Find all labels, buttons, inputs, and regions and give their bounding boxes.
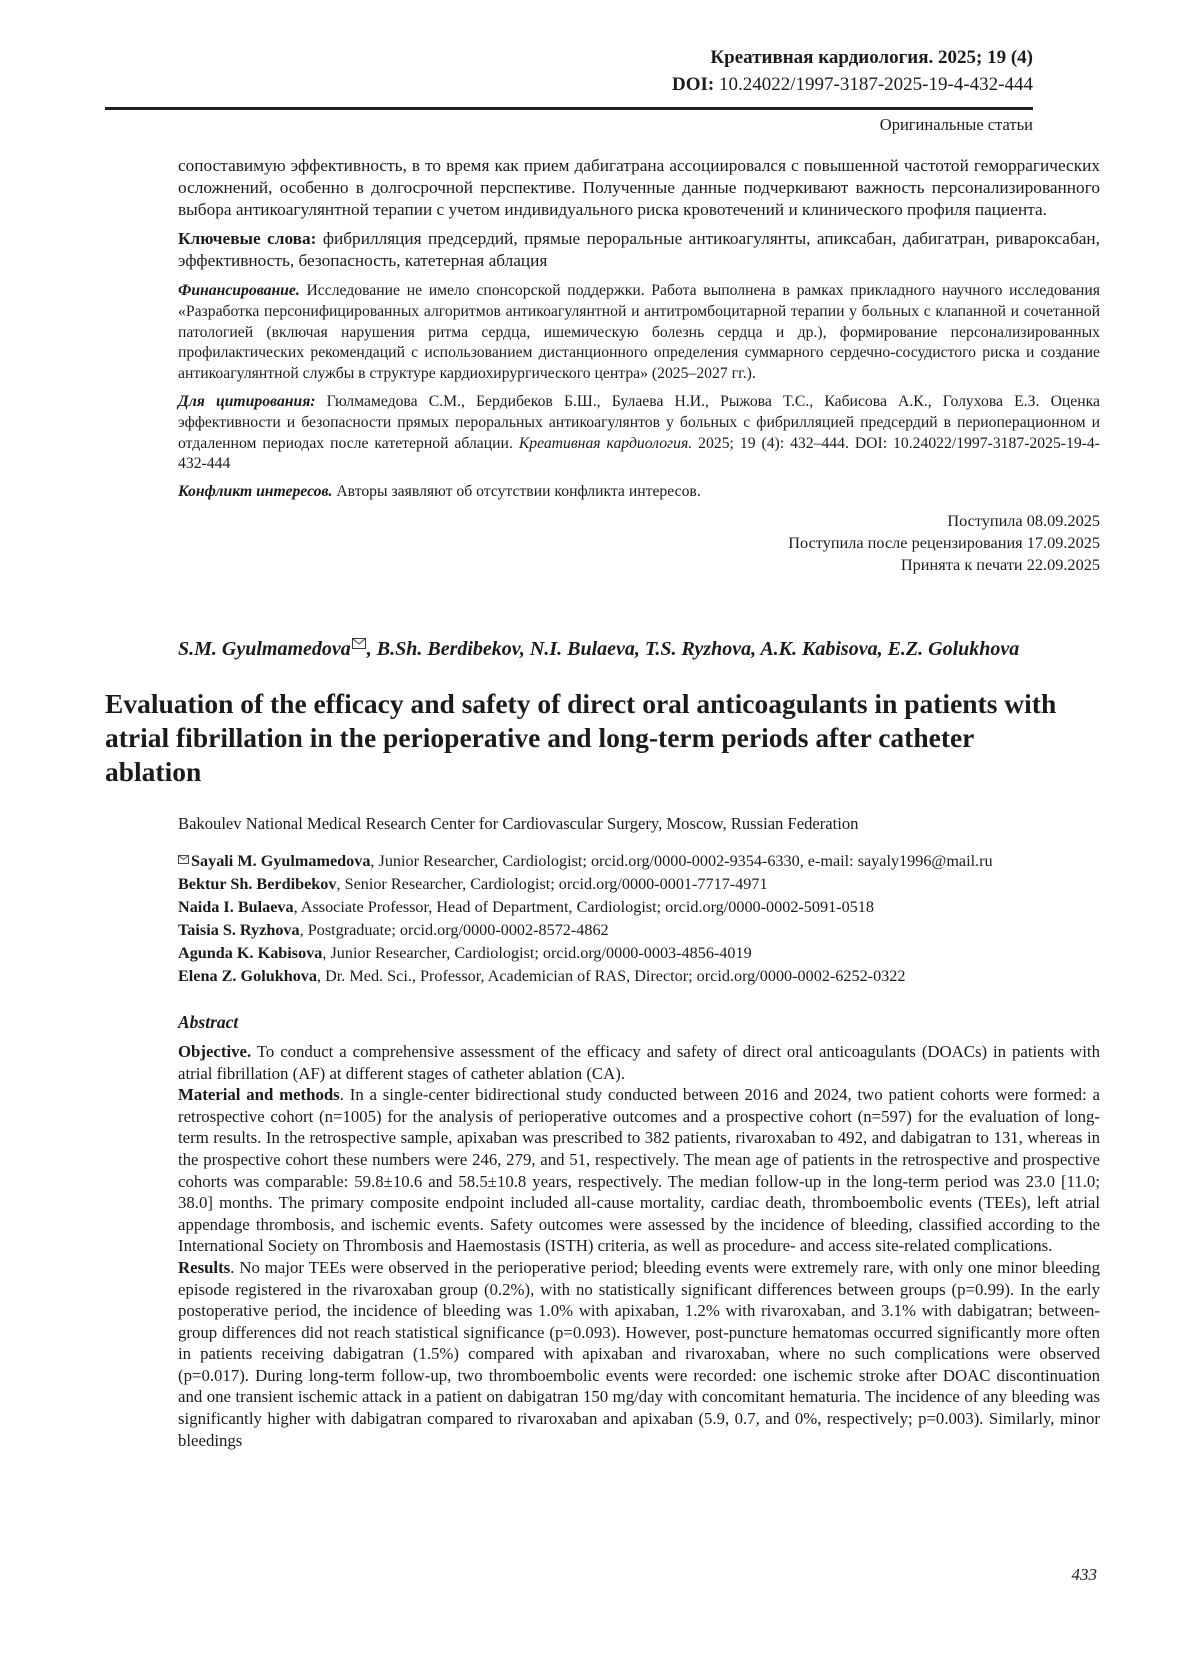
date-accepted: Принята к печати 22.09.2025 <box>900 554 1100 574</box>
objective-label: Objective. <box>178 1041 252 1061</box>
author-name: Naida I. Bulaeva <box>178 897 294 916</box>
author-detail-row <box>178 965 1100 988</box>
citation-tail: 2025; 19 (4): 432–444. DOI: 10.24022/1997-3187-2025-19-4-432-444 <box>178 434 1100 473</box>
keywords-text: фибрилляция предсердий, прямые пероральные антикоагулянты, апиксабан, дабигатран, ривароксабан, эффективность, безопасность, катетерная аблация <box>178 229 1100 270</box>
author-detail-row <box>178 873 1100 896</box>
methods-text: . In a single-center bidirectional study conducted between 2016 and 2024, two patient cohorts were formed: a retrospective cohort (n=1005) for the analysis of perioperative outcomes and a prospective cohort (n=597) for the evaluation of long-term results. In the retrospective sample, apixaban was prescribed to 382 patients, rivaroxaban to 492, and dabigatran to 131, whereas in the prospective cohort these numbers were 246, 279, and 51, respectively. The mean age of patients in the retrospective and prospective cohorts was comparable: 59.8±10.6 and 58.5±10.8 years, respectively. The median follow-up in the long-term period was 23.0 [11.0; 38.0] months. The primary composite endpoint included all-cause mortality, cardiac death, thromboembolic events (TEEs), left atrial appendage thrombosis, and ischemic events. Safety outcomes were assessed by the incidence of bleeding, classified according to the International Society on Thrombosis and Haemostasis (ISTH) criteria, as well as procedure- and access site-related complications. <box>178 1085 1100 1256</box>
page-number: 433 <box>1071 1565 1097 1584</box>
objective-text: To conduct a comprehensive assessment of the efficacy and safety of direct oral anticoagulants (DOACs) in patients with atrial fibrillation (AF) at different stages of catheter ablation (CA). <box>178 1041 1100 1083</box>
conflict-text: Авторы заявляют об отсутствии конфликта интересов. <box>332 483 701 501</box>
doi-label: DOI: <box>672 74 715 95</box>
conflict-label: Конфликт интересов. <box>178 483 333 501</box>
journal-header <box>105 44 1033 110</box>
journal-title: Креативная кардиология. 2025; 19 (4) <box>710 47 1033 68</box>
conflict-paragraph <box>178 482 1100 503</box>
envelope-icon <box>352 629 366 657</box>
author-detail-row <box>178 919 1100 942</box>
author-detail-row <box>178 896 1100 919</box>
author-info: , Dr. Med. Sci., Professor, Academician of RAS, Director; orcid.org/0000-0002-6252-0322 <box>317 966 906 985</box>
abstract-heading: Abstract <box>178 1011 239 1032</box>
author-info: , Junior Researcher, Cardiologist; orcid.org/0000-0003-4856-4019 <box>322 943 752 962</box>
author-name: Bektur Sh. Berdibekov <box>178 874 337 893</box>
keywords-label: Ключевые слова: <box>178 229 317 248</box>
abstract-objective <box>178 1041 1100 1084</box>
article-type-label: Оригинальные статьи <box>879 115 1033 134</box>
envelope-icon <box>178 848 189 871</box>
doi-value: 10.24022/1997-3187-2025-19-4-432-444 <box>719 74 1033 95</box>
affiliation: Bakoulev National Medical Research Center for Cardiovascular Surgery, Moscow, Russian Federation <box>178 813 859 833</box>
author-details-block <box>178 848 1100 988</box>
intro-paragraph: сопоставимую эффективность, в то время как прием дабигатрана ассоциировался с повышенной частотой геморрагических осложнений, особенно в долгосрочной перспективе. Полученные данные подчеркивают важность персонализированного выбора антикоагулянтной терапии с учетом индивидуального риска кровотечений и клинического профиля пациента. <box>178 156 1100 219</box>
authors-rest: , B.Sh. Berdibekov, N.I. Bulaeva, T.S. Ryzhova, A.K. Kabisova, E.Z. Golukhova <box>366 637 1020 660</box>
author-info: , Postgraduate; orcid.org/0000-0002-8572-4862 <box>299 920 609 939</box>
doi-line <box>105 71 1033 98</box>
author-name: Taisia S. Ryzhova <box>178 920 300 939</box>
author-info: , Senior Researcher, Cardiologist; orcid.org/0000-0001-7717-4971 <box>336 874 768 893</box>
funding-label: Финансирование. <box>178 282 300 299</box>
author-name: Sayali M. Gyulmamedova <box>191 851 371 870</box>
funding-paragraph <box>178 281 1100 385</box>
date-revised: Поступила после рецензирования 17.09.2025 <box>788 532 1100 552</box>
abstract-methods <box>178 1084 1100 1257</box>
citation-journal-name: Креативная кардиология. <box>518 434 693 452</box>
abstract-body <box>178 1041 1100 1451</box>
results-text: . No major TEEs were observed in the perioperative period; bleeding events were extremely rare, with only one minor bleeding episode registered in the rivaroxaban group (0.2%), with no statistically significant differences between groups (p=0.99). In the early postoperative period, the incidence of bleeding was 1.0% with apixaban, 1.2% with rivaroxaban, and 3.1% with dabigatran; between-group differences did not reach statistical significance (p=0.093). However, post-puncture hematomas occurred significantly more often in patients receiving dabigatran (1.5%) compared with apixaban and rivaroxaban, where no such complications were observed (p=0.017). During long-term follow-up, two thromboembolic events were recorded: one ischemic stroke after DOAC discontinuation and one transient ischemic attack in a patient on dabigatran 150 mg/day with concomitant hematuria. The incidence of any bleeding was significantly higher with dabigatran compared to rivaroxaban and apixaban (5.9, 0.7, and 0%, respectively; p=0.003). Similarly, minor bleedings <box>178 1257 1100 1450</box>
date-received: Поступила 08.09.2025 <box>947 510 1100 530</box>
author-detail-row <box>178 942 1100 965</box>
author-name: Agunda K. Kabisova <box>178 943 323 962</box>
citation-text: Гюлмамедова С.М., Бердибеков Б.Ш., Булаева Н.И., Рыжова Т.С., Кабисова А.К., Голухова Е.З. Оценка эффективности и безопасности прямых пероральных антикоагулянтов у больных с фибрилляцией предсердий в периоперационном и отдаленном периодах после катетерной аблации. <box>178 392 1100 452</box>
methods-label: Material and methods <box>178 1085 340 1105</box>
citation-paragraph <box>178 392 1100 475</box>
authors-line <box>178 629 1058 663</box>
author-info: , Associate Professor, Head of Department, Cardiologist; orcid.org/0000-0002-5091-0518 <box>293 897 874 916</box>
article-title: Evaluation of the efficacy and safety of direct oral anticoagulants in patients with atrial fibrillation in the perioperative and long-term periods after catheter ablation <box>105 687 1057 787</box>
funding-text: Исследование не имело спонсорской поддержки. Работа выполнена в рамках прикладного научного исследования «Разработка персонифицированных алгоритмов антикоагулянтной и антитромбоцитарной терапии у больных с клапанной и сочетанной патологией (включая нарушения ритма сердца, ишемическую болезнь сердца и др.), формирование персонализированных профилактических рекомендаций с использованием дистанционного определения суммарного сердечно-сосудистого риска и создание антикоагулянтной службы в структуре кардиохирургического центра» (2025–2027 гг.). <box>178 282 1100 383</box>
abstract-results <box>178 1257 1100 1451</box>
author-info: , Junior Researcher, Cardiologist; orcid.org/0000-0002-9354-6330, e-mail: sayaly1996@mail.ru <box>370 851 993 870</box>
author-detail-row <box>178 848 1100 873</box>
russian-metadata-block <box>178 155 1100 576</box>
first-author-name: S.M. Gyulmamedova <box>178 637 351 660</box>
author-name: Elena Z. Golukhova <box>178 966 317 985</box>
citation-label: Для цитирования: <box>178 392 316 410</box>
keywords-paragraph <box>178 228 1100 272</box>
submission-dates <box>178 510 1100 576</box>
results-label: Results <box>178 1257 231 1277</box>
